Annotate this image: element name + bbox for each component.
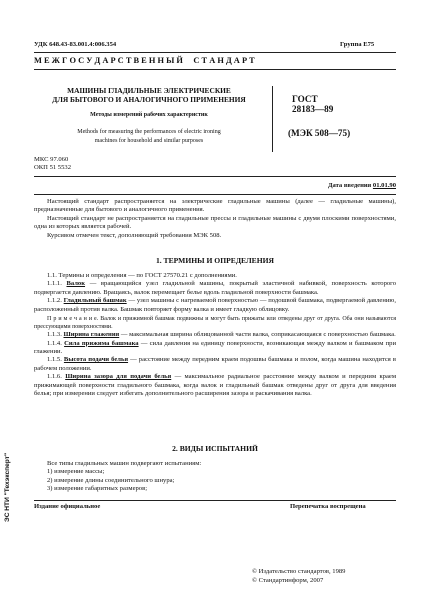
section1-body [34, 272, 396, 398]
effective-date-value: 01.01.90 [372, 182, 396, 189]
title-en-line2: machines for household and similar purposes [94, 137, 204, 144]
intro-paragraph-1: Настоящий стандарт распространяется на электрические гладильные машины (далее — гладильные машины), предназначенные для бытового и аналогичного применения. [34, 198, 396, 214]
definition: — вращающийся узел гладильной машины, покрытый эластичной набивкой, поверхность которого подвергается давлению. Вращаясь, валок перемещает белье вдоль гладильной поверхности башмака. [34, 280, 396, 296]
section2-intro: Все типы гладильных машин подвергают испытаниям: [47, 460, 202, 467]
clause-1-1-1 [34, 280, 396, 297]
definition: — узел машины с нагреваемой поверхностью — подошвой башмака, подвергаемой давлению, расположенный против валка. Башмак повторяет форму валка и имеет гладкую облицовку. [34, 297, 396, 313]
iec-number: (МЭК 508—75) [288, 128, 351, 138]
intro-paragraph-3: Курсивом отмечен текст, дополняющий требования МЭК 508. [47, 231, 222, 239]
title-en-line1: Methods for measuring the performances of electric ironing [77, 129, 221, 135]
clause-number: 1.1.5. [47, 356, 62, 364]
test-item: 2) измерение длины соединительного шнура; [47, 476, 175, 484]
title-ru-line1: МАШИНЫ ГЛАДИЛЬНЫЕ ЭЛЕКТРИЧЕСКИЕ [67, 86, 231, 95]
term: Ширина глажения [63, 331, 120, 339]
section2-body [34, 460, 396, 494]
gost-number: 28183—89 [292, 104, 334, 114]
definition: — максимальное радиальное расстояние между валком и передним краем прижимающей поверхности гладильного башмака, когда валок и гладильный башмак отведены друг от друга для введения белья; при измерении следует избегать дополнительного расширения зазора и раскачивания валка. [34, 373, 396, 398]
effective-date-label: Дата введения [327, 182, 372, 189]
definition: — сила давления на единицу поверхности, возникающая между валком и башмаком при глажении. [34, 339, 396, 356]
clause-1-1: 1.1. Термины и определения — по ГОСТ 27570.21 с дополнениями. [47, 272, 237, 279]
title-en [34, 128, 264, 146]
copyright-2007: © Стандартинформ, 2007 [252, 577, 324, 584]
test-item: 3) измерение габаритных размеров; [47, 485, 148, 493]
definition: — максимальная ширина облицованной части валка, соприкасающаяся с поверхностью башмака. [120, 331, 396, 339]
term: Высота подачи белья [63, 356, 129, 364]
term: Валок [66, 280, 86, 288]
title-ru [34, 86, 264, 105]
clause-1-1-3 [34, 331, 396, 339]
clause-number: 1.1.1. [47, 280, 62, 288]
reprint-prohibited: Перепечатка воспрещена [290, 503, 366, 510]
group-code: Группа Е75 [340, 41, 375, 48]
clause-1-1-2 [34, 297, 396, 314]
okp-code: ОКП 51 5532 [34, 164, 71, 171]
note-text: Валок и прижимной башмак подвижны и могут быть прижаты или отведены друг от друга. Оба они называются прессующими поверхностями. [34, 316, 396, 330]
udk-code: УДК 648.43-83.001.4:006.354 [34, 41, 117, 48]
mks-code: МКС 97.060 [34, 156, 69, 163]
test-item: 1) измерение массы; [47, 468, 105, 476]
clause-number: 1.1.3. [47, 331, 62, 339]
definition: — расстояние между передним краем подошвы башмака и полом, когда машина находится в рабочем положении. [34, 356, 396, 372]
header-rule-bottom [34, 69, 396, 70]
techexpert-stamp: ЭС НТИ "Техэксперт" [4, 452, 11, 522]
official-edition: Издание официальное [34, 503, 101, 510]
term: Ширина зазора для подачи белья [65, 373, 172, 381]
section1-heading: 1. ТЕРМИНЫ И ОПРЕДЕЛЕНИЯ [155, 256, 275, 265]
clause-1-1-4 [34, 340, 396, 357]
effective-date [200, 182, 396, 190]
codes-rule [34, 176, 396, 177]
note [34, 316, 396, 331]
header-rule-top [34, 52, 396, 53]
intro-paragraph-2: Настоящий стандарт не распространяется на гладильные прессы и гладильные машины с двумя плоскими поверхностями, одна из которых является рабочей. [34, 214, 396, 231]
title-ru-subtitle: Методы измерений рабочих характеристик [90, 112, 208, 118]
title-ru-line2: ДЛЯ БЫТОВОГО И АНАЛОГИЧНОГО ПРИМЕНЕНИЯ [52, 95, 246, 105]
clause-1-1-5 [34, 356, 396, 373]
clause-1-1-6 [34, 373, 396, 398]
section2-heading: 2. ВИДЫ ИСПЫТАНИЙ [172, 444, 258, 453]
intro [34, 198, 396, 240]
interstate-standard-banner: М Е Ж Г О С У Д А Р С Т В Е Н Н Ы Й С Т А Н Д А Р Т [34, 56, 255, 65]
clause-number: 1.1.2. [47, 297, 62, 305]
clause-number: 1.1.4. [47, 339, 62, 347]
term: Гладильный башмак [63, 297, 127, 305]
clause-number: 1.1.6. [47, 373, 62, 381]
effective-rule [34, 194, 396, 195]
title-divider [272, 86, 273, 152]
term: Сила прижима башмака [64, 339, 139, 347]
copyright-1989: © Издательство стандартов, 1989 [252, 568, 346, 575]
footer-rule [34, 500, 396, 501]
note-label: П р и м е ч а н и е. [47, 316, 99, 323]
gost-label: ГОСТ [292, 94, 318, 104]
